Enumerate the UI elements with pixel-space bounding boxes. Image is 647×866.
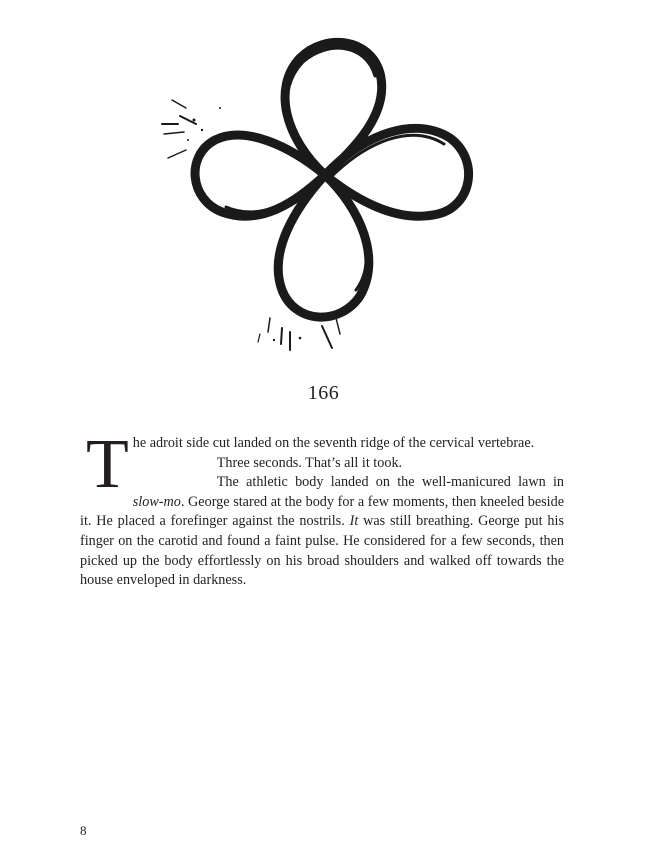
paragraph-3-emphasis-2: It: [349, 513, 359, 530]
paragraph-3-text-b: . George stared at the body for a few moments, then kneeled beside it. He placed a forefinger against the nostrils.: [80, 493, 564, 530]
body-text: [80, 426, 564, 591]
paragraph-3-text-a: The athletic body landed on the well-manicured lawn in: [216, 474, 564, 491]
paragraph-3-text-c: was still breathing. George put his finger on the carotid and found a faint pulse. He considered for a few seconds, then picked up the body effortlessly on his broad shoulders and walked off towards the house enveloped in darkness.: [80, 513, 564, 589]
paragraph-1-text: he adroit side cut landed on the seventh ridge of the cervical vertebrae.: [132, 435, 535, 451]
paragraph-3-emphasis: slow-mo: [132, 493, 181, 510]
paragraph-2: Three seconds. That’s all it took.: [216, 454, 403, 471]
drop-cap: T: [86, 426, 129, 503]
chapter-number: 166: [307, 382, 340, 404]
paragraph-3: [80, 473, 564, 591]
page-number: 8: [80, 823, 87, 838]
ornament-knot-icon: [150, 28, 500, 358]
